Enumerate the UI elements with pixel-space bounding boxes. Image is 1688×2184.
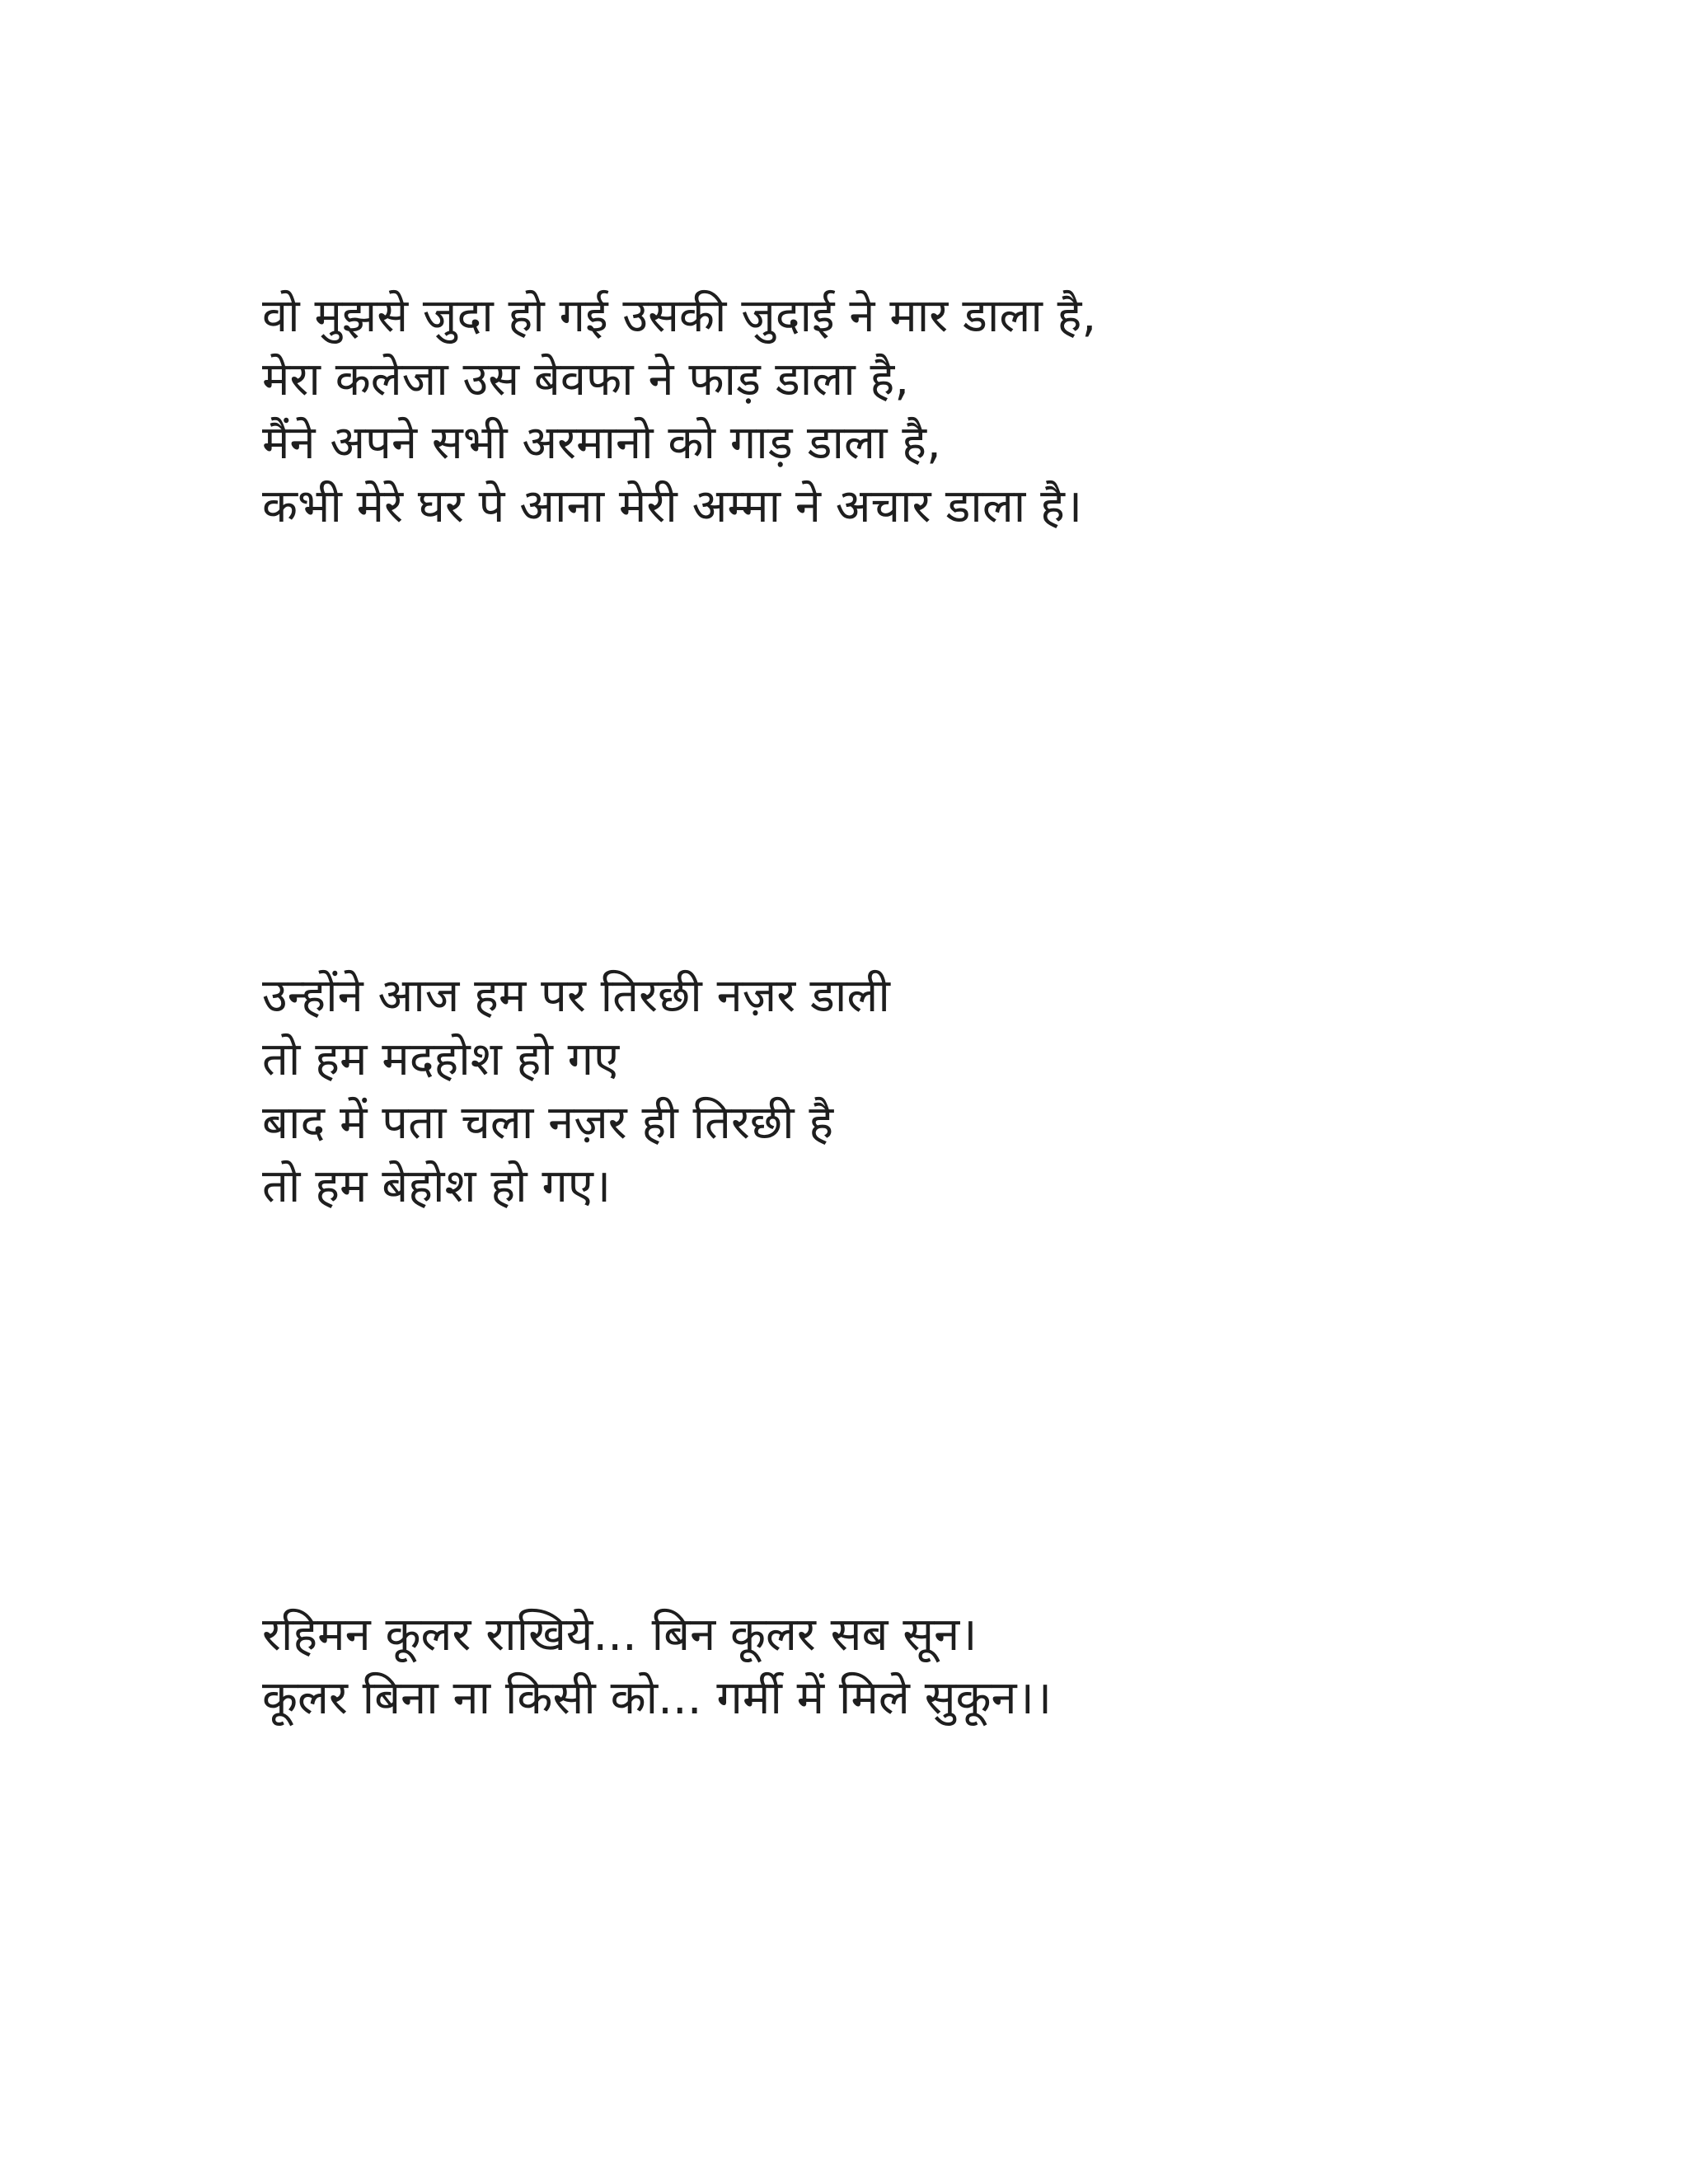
stanza-3 [262,1603,1581,1730]
stanza-line: कभी मेरे घर पे आना मेरी अम्मा ने अचार डाला है। [262,480,1083,533]
stanza-line: मेरा कलेजा उस बेवफा ने फाड़ डाला है, [262,353,910,406]
stanza-line: मैंने अपने सभी अरमानो को गाड़ डाला है, [262,416,941,470]
stanza-2 [262,964,1581,1218]
stanza-line: तो हम बेहोश हो गए। [262,1160,612,1213]
stanza-line: वो मुझसे जुदा हो गई उसकी जुदाई ने मार डाला है, [262,289,1097,343]
stanza-line: रहिमन कूलर राखिये... बिन कूलर सब सून। [262,1608,978,1661]
stanza-1 [262,284,1581,538]
stanza-line: उन्होंने आज हम पर तिरछी नज़र डाली [262,969,890,1023]
stanza-line: तो हम मदहोश हो गए [262,1033,620,1086]
stanza-line: कूलर बिना ना किसी को... गर्मी में मिले सुकून।। [262,1671,1053,1725]
stanza-line: बाद में पता चला नज़र ही तिरछी है [262,1096,834,1150]
